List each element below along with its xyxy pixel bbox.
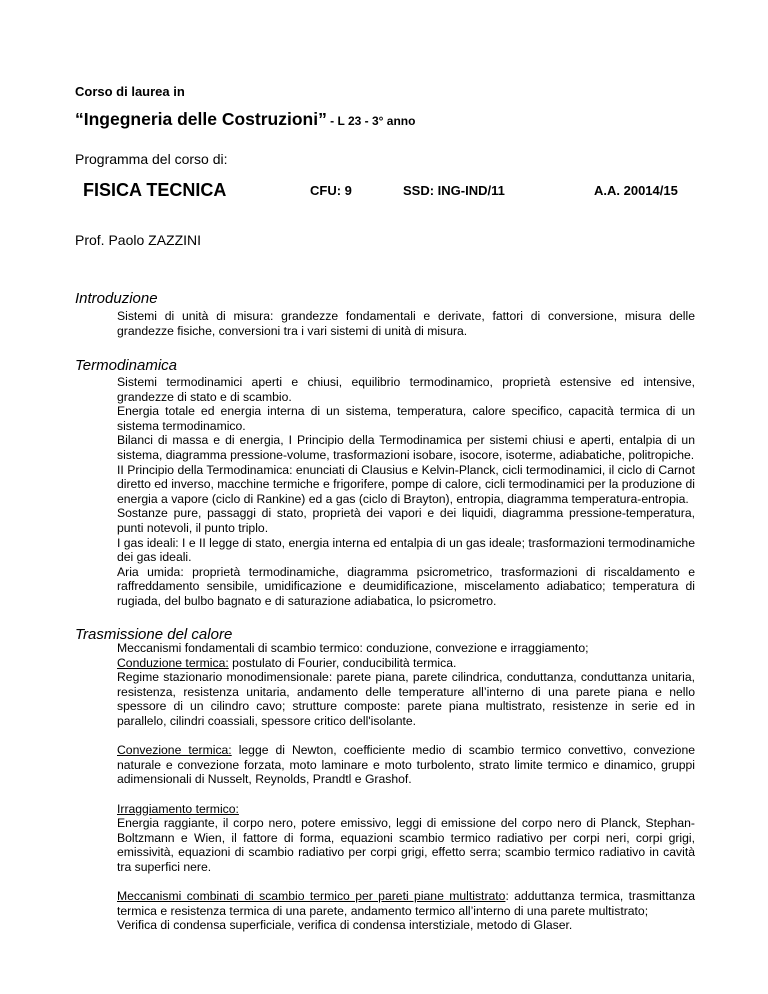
degree-title [75, 109, 415, 130]
paragraph-meccanismi [117, 889, 695, 918]
paragraph: I gas ideali: I e II legge di stato, energia interna ed entalpia di un gas ideale; trasformazioni termodinamiche dei gas ideali. [117, 535, 695, 565]
irraggiamento-label: Irraggiamento termico: [117, 801, 239, 816]
program-label: Programma del corso di: [75, 151, 228, 167]
meccanismi-label: Meccanismi combinati di scambio termico per pareti piane multistrato [117, 889, 506, 904]
course-title: FISICA TECNICA [83, 180, 227, 200]
convezione-text: legge di Newton, coefficiente medio di scambio termico convettivo, convezione naturale e convezione forzata, moto laminare e moto turbolento, strato limite termico e dinamico, gruppi adimensionali di Nusselt, Reynolds, Prandtl e Grashof. [117, 743, 695, 787]
section-body-termodinamica [117, 375, 695, 609]
paragraph: Sistemi di unità di misura: grandezze fondamentali e derivate, fattori di conversione, misura delle grandezze fisiche, conversioni tra i vari sistemi di unità di misura. [117, 309, 695, 338]
cfu-label: CFU: 9 [310, 183, 352, 198]
section-body-introduzione [117, 309, 695, 338]
paragraph: Aria umida: proprietà termodinamiche, diagramma psicrometrico, trasformazioni di riscaldamento e raffreddamento sensibile, umidificazione e deumidificazione, miscelamento adiabatico; temperatura di rugiada, del bulbo bagnato e di saturazione adiabatica, lo psicrometro. [117, 564, 695, 608]
meccanismi-text: : adduttanza termica, trasmittanza termica e resistenza termica di una parete, andamento termico all’interno di una parete multistrato; [117, 889, 695, 918]
paragraph: Energia totale ed energia interna di un sistema, temperatura, calore specifico, capacità termica di un sistema termodinamico. [117, 404, 695, 433]
paragraph: II Principio della Termodinamica: enunciati di Clausius e Kelvin-Planck, cicli termodinamici, il ciclo di Carnot diretto ed inverso, macchine termiche e frigorifere, pompe di calore, cicli termodinamici per la produzione di energia a vapore (ciclo di Rankine) ed a gas (ciclo di Brayton), entropia, diagramma temperatura-entropia. [117, 462, 695, 506]
paragraph-intro: Meccanismi fondamentali di scambio termico: conduzione, convezione e irraggiamento; [117, 641, 589, 655]
paragraph-regime: Regime stazionario monodimensionale: parete piana, parete cilindrica, conduttanza, conduttanza unitaria, resistenza, resistenza unitaria, andamento delle temperature all’interno di una parete piana e nello spessore di un cilindro cavo; strutture composte: parete piana multistrato, resistenze in serie ed in parallelo, cilindri coassiali, spessore critico dell'isolante. [117, 670, 695, 728]
paragraph-convezione [117, 743, 695, 787]
paragraph-conduzione [117, 656, 695, 671]
paragraph: Bilanci di massa e di energia, I Principio della Termodinamica per sistemi chiusi e aperti, entalpia di un sistema, diagramma pressione-volume, trasformazioni isobare, isocore, isoterme, adiabatiche, politropiche. [117, 433, 695, 462]
section-title-termodinamica: Termodinamica [75, 357, 177, 374]
paragraph: Sistemi termodinamici aperti e chiusi, equilibrio termodinamico, proprietà estensive ed intensive, grandezze di stato e di scambio. [117, 375, 695, 404]
course-label: Corso di laurea in [75, 84, 185, 99]
professor-name: Prof. Paolo ZAZZINI [75, 232, 202, 248]
paragraph-irraggiamento-label [117, 802, 695, 817]
section-body-trasmissione [117, 641, 695, 933]
course-info-row [75, 180, 715, 202]
degree-details: - L 23 - 3° anno [326, 114, 416, 128]
academic-year-label: A.A. 20014/15 [594, 183, 678, 198]
degree-name: “Ingegneria delle Costruzioni” [75, 109, 327, 129]
conduzione-label: Conduzione termica: [117, 655, 229, 670]
section-title-introduzione: Introduzione [75, 290, 158, 307]
paragraph: Sostanze pure, passaggi di stato, proprietà dei vapori e dei liquidi, diagramma pressione-temperatura, punti notevoli, il punto triplo. [117, 506, 695, 535]
paragraph-irraggiamento: Energia raggiante, il corpo nero, potere emissivo, leggi di emissione del corpo nero di Planck, Stephan-Boltzmann e Wien, il fattore di forma, equazioni scambio termico radiativo per corpi neri, corpi grigi, emissività, equazioni di scambio radiativo per corpi grigi, effetto serra; scambio termico radiativo in cavità tra superfici nere. [117, 816, 695, 874]
paragraph-verifica: Verifica di condensa superficiale, verifica di condensa interstiziale, metodo di Glaser. [117, 918, 573, 933]
ssd-label: SSD: ING-IND/11 [403, 183, 505, 198]
conduzione-text: postulato di Fourier, conducibilità termica. [228, 655, 457, 670]
section-title-trasmissione: Trasmissione del calore [75, 626, 233, 643]
convezione-label: Convezione termica: [117, 743, 232, 758]
